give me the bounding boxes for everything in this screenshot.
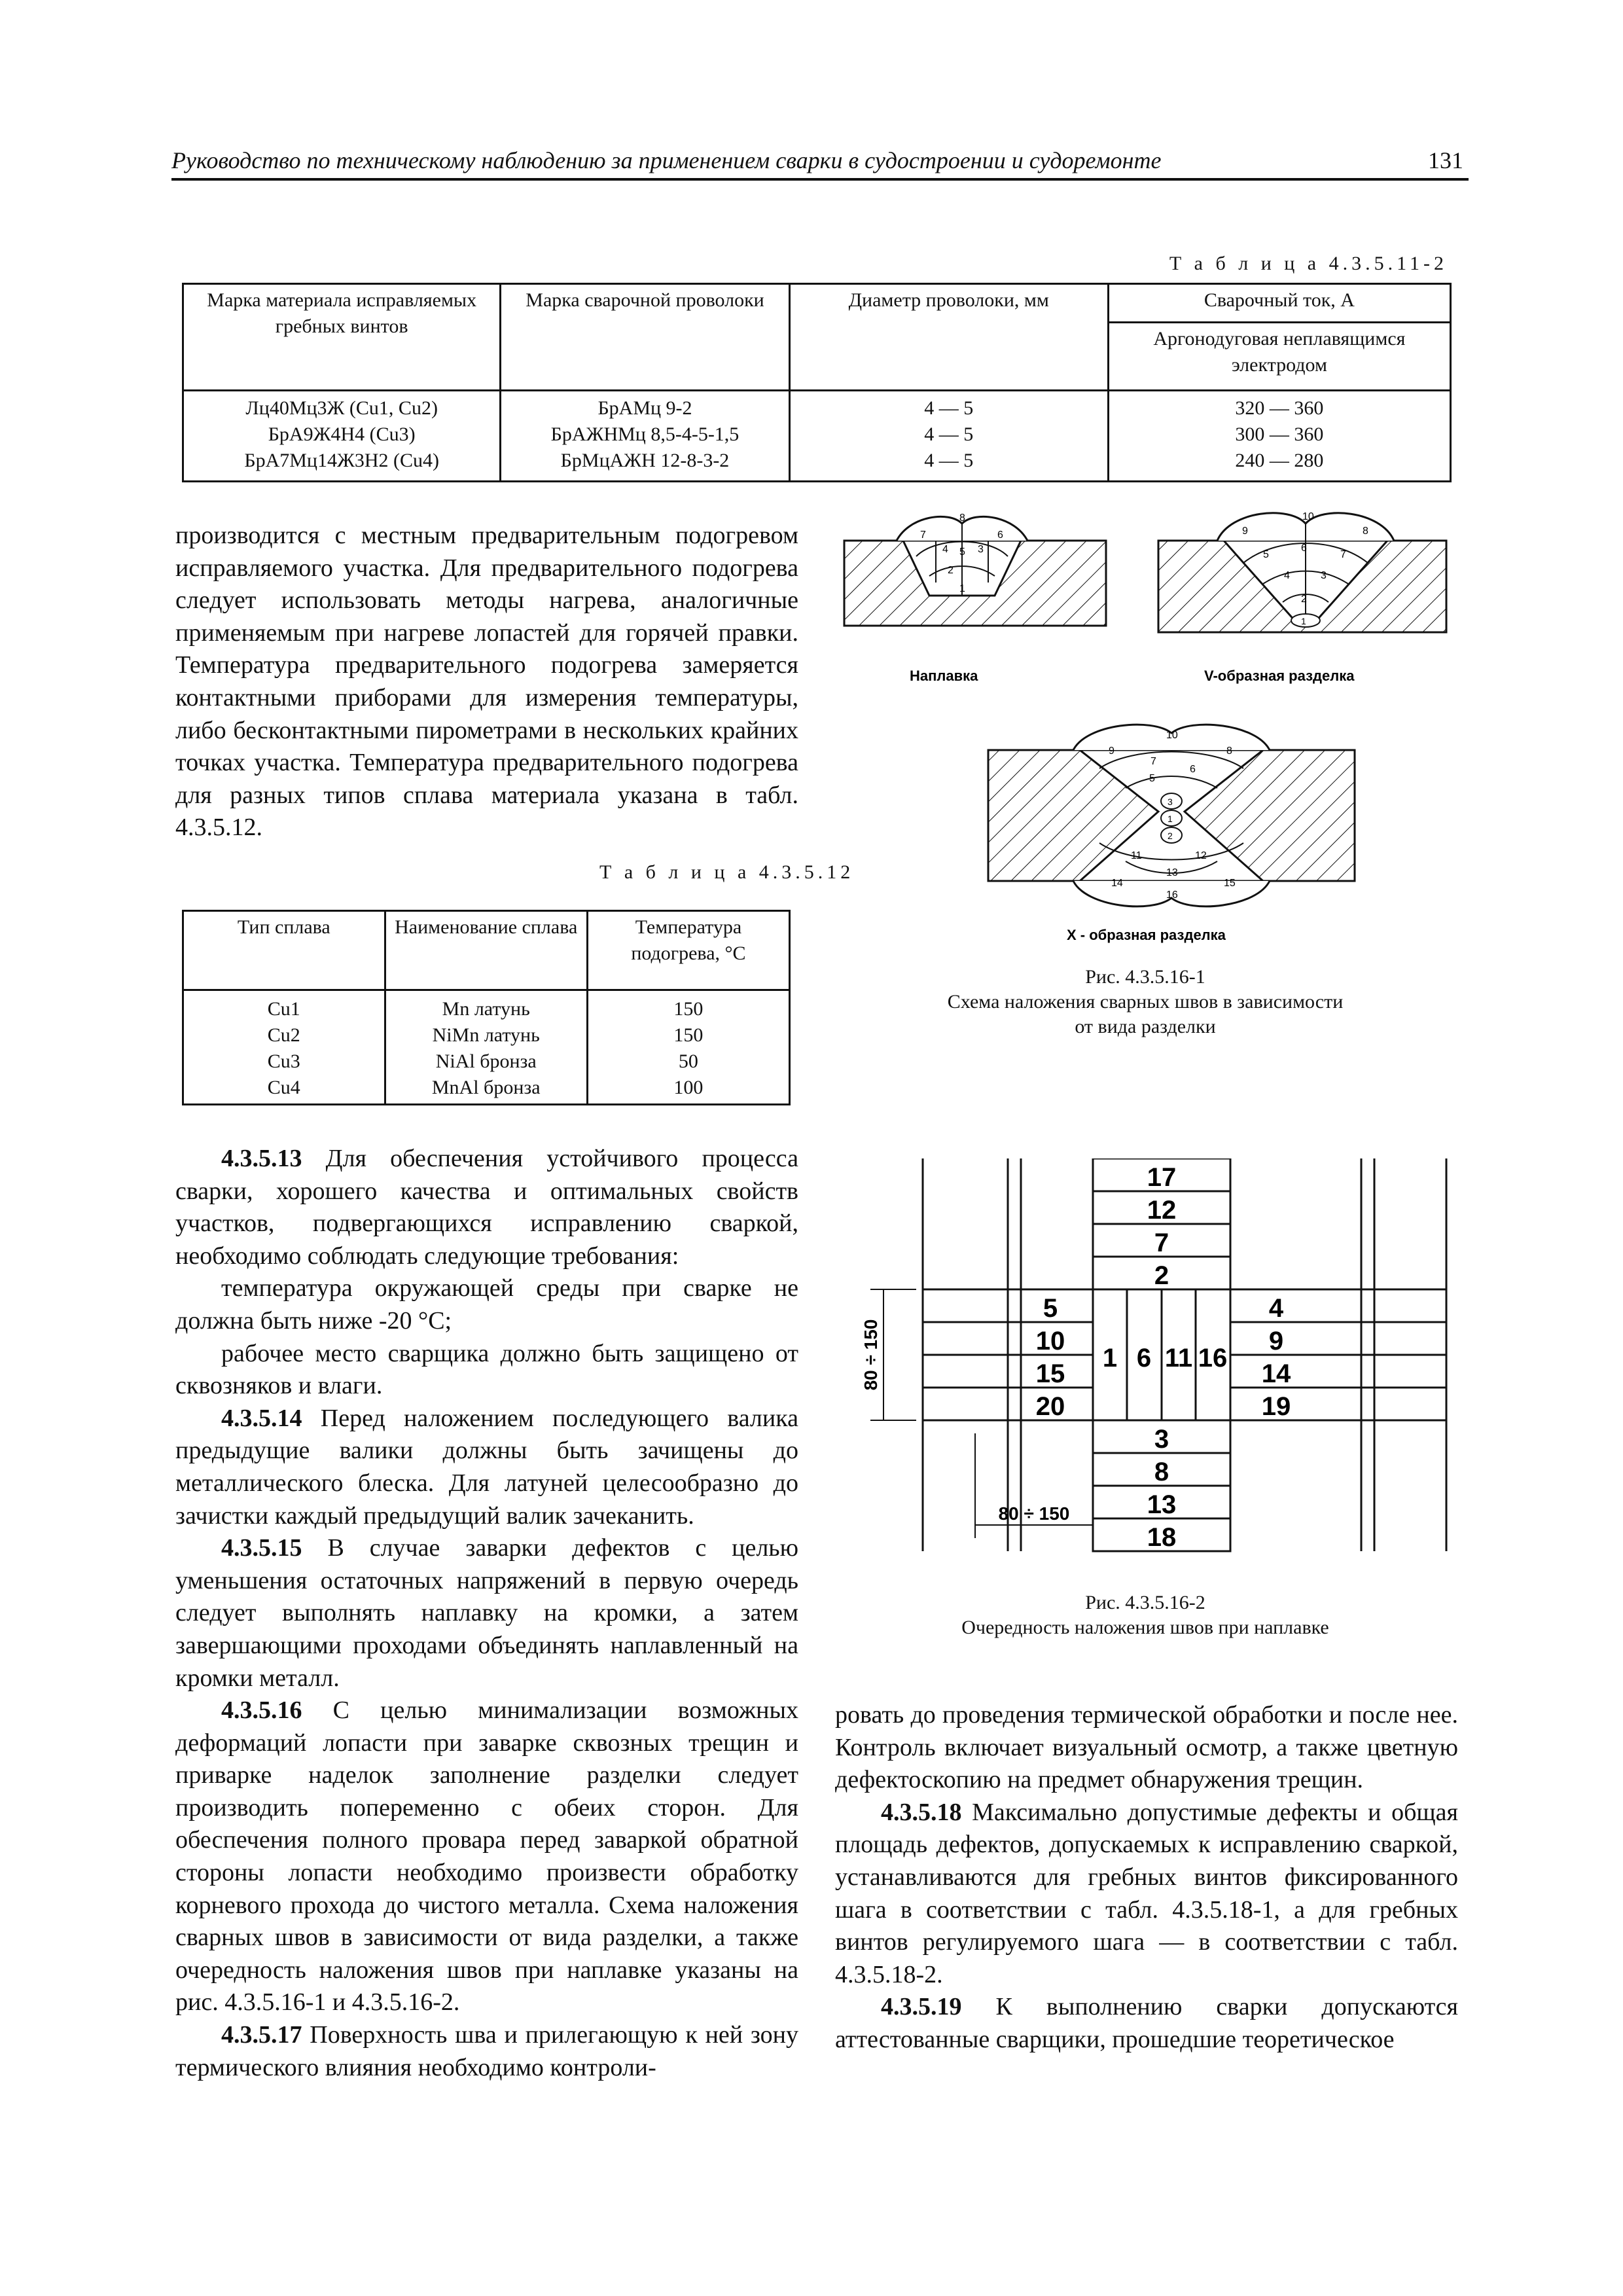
fig-c-label: X - образная разделка — [1067, 927, 1226, 943]
seq-bottom-3: 13 — [1147, 1490, 1177, 1519]
dim-label-horizontal: 80 ÷ 150 — [998, 1503, 1070, 1524]
seq-right-2: 9 — [1268, 1327, 1284, 1355]
fig2-caption — [844, 1590, 1446, 1640]
requirement-2: рабочее место сварщика должно быть защищено от сквозняков и влаги. — [175, 1339, 798, 1400]
page-number: 131 — [1428, 147, 1463, 173]
fig-b-label: V-образная разделка — [1204, 668, 1355, 684]
svg-text:12: 12 — [1195, 850, 1207, 861]
fig-a-overlay-weld — [844, 512, 1106, 626]
svg-text:15: 15 — [1224, 878, 1236, 889]
seq-bottom-2: 8 — [1154, 1458, 1169, 1486]
seq-center-4: 16 — [1198, 1344, 1228, 1372]
th-wire: Марка сварочной проволоки — [501, 284, 789, 391]
svg-text:4: 4 — [942, 544, 948, 555]
svg-text:9: 9 — [1109, 745, 1115, 757]
figure-weld-layout — [831, 511, 1459, 956]
fig2-caption-text: Очередность наложения швов при наплавке — [961, 1617, 1329, 1638]
table-welding-current — [182, 283, 1452, 482]
dim-label-vertical: 80 ÷ 150 — [861, 1319, 881, 1391]
section-4-3-5-18: 4.3.5.18 Максимально допустимые дефекты и общая площадь дефектов, допускаемых к исправлению сваркой, устанавливаются для гребных винтов фиксированного шага в соответствии с табл. 4.3.5.18-1, а для гребных винтов регулируемого шага — в соответствии с табл. 4.3.5.18-2. — [835, 1798, 1459, 1988]
header-rule — [171, 178, 1469, 181]
th-diameter: Диаметр проволоки, мм — [789, 284, 1108, 391]
section-4-3-5-14: 4.3.5.14 Перед наложением последующего валика предыдущие валики должны быть зачищены до металлического блеска. Для латуней целесообразно до зачистки каждый предыдущий валик зачеканить. — [175, 1404, 798, 1530]
fig1-caption-num: Рис. 4.3.5.16-1 — [1085, 966, 1205, 988]
svg-text:10: 10 — [1302, 511, 1314, 522]
svg-text:1: 1 — [1168, 814, 1173, 824]
seq-right-3: 14 — [1261, 1359, 1291, 1388]
seq-center-1: 1 — [1102, 1344, 1118, 1372]
seq-left-1: 5 — [1043, 1294, 1058, 1323]
svg-text:4: 4 — [1284, 570, 1290, 581]
seq-top-2: 12 — [1147, 1196, 1177, 1225]
svg-text:2: 2 — [1301, 594, 1307, 605]
seq-center-2: 6 — [1136, 1344, 1152, 1372]
seq-left-2: 10 — [1035, 1327, 1065, 1355]
section-4-3-5-19: 4.3.5.19 К выполнению сварки допускаются аттестованные сварщики, прошедшие теоретическое — [835, 1993, 1458, 2053]
th-preheat-temp: Температура подогрева, °С — [587, 911, 789, 990]
para-preheat: производится с местным предварительным подогревом исправляемого участка. Для предварительного подогрева следует использовать методы нагрева, аналогичные применяемым при нагреве лопастей для горячей правки. Температура предварительного подогрева замеряется контактными приборами для измерения температуры, либо бесконтактными пирометрами в нескольких крайних точках участка. Температура предварительного подогрева для разных типов сплава материала указана в табл. 4.3.5.12. — [175, 522, 798, 842]
svg-text:5: 5 — [959, 547, 965, 558]
svg-text:6: 6 — [997, 529, 1003, 541]
th-material: Марка материала исправляемых гребных винтов — [183, 284, 501, 391]
svg-text:10: 10 — [1166, 730, 1178, 741]
fig1-caption — [844, 965, 1446, 1039]
section-4-3-5-16: 4.3.5.16 С целью минимализации возможных деформаций лопасти при заварке сквозных трещин и приварке наделок заполнение разделки следует производить попеременно с обеих сторон. Для обеспечения полного провара перед заваркой обратной стороны лопасти необходимо произвести обработку корневого прохода до чистого металла. Схема наложения сварных швов в зависимости от вида разделки, а также очередность наложения швов при наплавке указаны на рис. 4.3.5.16-1 и 4.3.5.16-2. — [175, 1696, 798, 2017]
section-4-3-5-17-cont: ровать до проведения термической обработки и после нее. Контроль включает визуальный осмотр, а также цветную дефектоскопию на предмет обнаружения трещин. — [835, 1701, 1458, 1794]
svg-text:9: 9 — [1242, 526, 1248, 537]
fig-b-v-groove — [1158, 511, 1446, 632]
table-row: Cu1 Cu2 Cu3 Cu4 Mn латунь NiMn латунь NiAl бронза MnAl бронза 150 150 50 100 — [183, 990, 790, 1105]
svg-text:16: 16 — [1166, 889, 1178, 901]
header-title: Руководство по техническому наблюдению за применением сварки в судостроении и судоремонте — [171, 147, 1162, 173]
seq-left-4: 20 — [1035, 1392, 1065, 1421]
svg-text:7: 7 — [1150, 756, 1156, 767]
seq-right-1: 4 — [1268, 1294, 1284, 1323]
fig-c-x-groove — [988, 725, 1355, 906]
svg-text:3: 3 — [1168, 797, 1173, 807]
section-4-3-5-17: 4.3.5.17 Поверхность шва и прилегающую к ней зону термического влияния необходимо контроли- — [175, 2021, 798, 2081]
svg-text:7: 7 — [920, 529, 926, 541]
svg-text:1: 1 — [1301, 616, 1306, 626]
section-4-3-5-15: 4.3.5.15 В случае заварки дефектов с целью уменьшения остаточных напряжений в первую очередь следует выполнять наплавку на кромки, а затем завершающими проходами объединять наплавленный на кромки металл. — [175, 1534, 798, 1692]
svg-text:5: 5 — [1149, 773, 1155, 784]
th-alloy-type: Тип сплава — [183, 911, 385, 990]
fig1-caption-text: Схема наложения сварных швов в зависимости от вида разделки — [947, 991, 1344, 1037]
seq-top-4: 2 — [1154, 1261, 1169, 1290]
seq-top-3: 7 — [1154, 1229, 1169, 1257]
svg-text:8: 8 — [1363, 526, 1368, 537]
seq-bottom-1: 3 — [1154, 1425, 1169, 1454]
fig-a-label: Наплавка — [910, 668, 978, 684]
svg-text:8: 8 — [1226, 745, 1232, 757]
table-row: Лц40Мц3Ж (Cu1, Cu2) БрА9Ж4Н4 (Cu3) БрА7Мц14Ж3Н2 (Cu4) БрАМц 9-2 БрАЖНМц 8,5-4-5-1,5 БрМцАЖН 12-8-3-2 4 — 5 4 — 5 4 — 5 320 — 360 300 — 360 240 — 280 — [183, 391, 1451, 482]
th-current-sub: Аргонодуговая неплавящимся электродом — [1108, 322, 1450, 390]
th-alloy-name: Наименование сплава — [385, 911, 587, 990]
svg-text:8: 8 — [959, 512, 965, 524]
svg-text:11: 11 — [1131, 850, 1142, 861]
svg-text:2: 2 — [1168, 831, 1173, 841]
seq-center-3: 11 — [1164, 1344, 1193, 1372]
requirement-1: температура окружающей среды при сварке не должна быть ниже -20 °С; — [175, 1274, 798, 1335]
section-4-3-5-13: 4.3.5.13 Для обеспечения устойчивого процесса сварки, хорошего качества и оптимальных свойств участков, подвергающихся исправлению сваркой, необходимо соблюдать следующие требования: — [175, 1145, 798, 1270]
table1-caption: Т а б л и ц а 4.3.5.11-2 — [1169, 253, 1448, 274]
svg-text:7: 7 — [1340, 549, 1346, 560]
svg-text:3: 3 — [1321, 570, 1327, 581]
fig2-caption-num: Рис. 4.3.5.16-2 — [1085, 1592, 1205, 1613]
svg-text:5: 5 — [1263, 549, 1269, 560]
svg-text:6: 6 — [1190, 764, 1196, 775]
figure-overlay-sequence — [844, 1158, 1472, 1564]
svg-text:14: 14 — [1111, 878, 1123, 889]
sections-right — [835, 1699, 1458, 2056]
svg-text:1: 1 — [959, 583, 965, 594]
sections-left — [175, 1143, 798, 2084]
svg-text:13: 13 — [1166, 867, 1178, 878]
seq-right-4: 19 — [1261, 1392, 1291, 1421]
running-header — [171, 145, 1469, 178]
svg-text:6: 6 — [1301, 543, 1307, 554]
th-current: Сварочный ток, А — [1108, 284, 1450, 323]
svg-text:3: 3 — [978, 544, 984, 555]
seq-bottom-4: 18 — [1147, 1523, 1177, 1552]
seq-top-1: 17 — [1147, 1163, 1177, 1192]
seq-left-3: 15 — [1035, 1359, 1065, 1388]
svg-text:2: 2 — [948, 565, 954, 576]
table-preheat-temp — [182, 910, 791, 1105]
table2-caption: Т а б л и ц а 4.3.5.12 — [599, 861, 855, 883]
